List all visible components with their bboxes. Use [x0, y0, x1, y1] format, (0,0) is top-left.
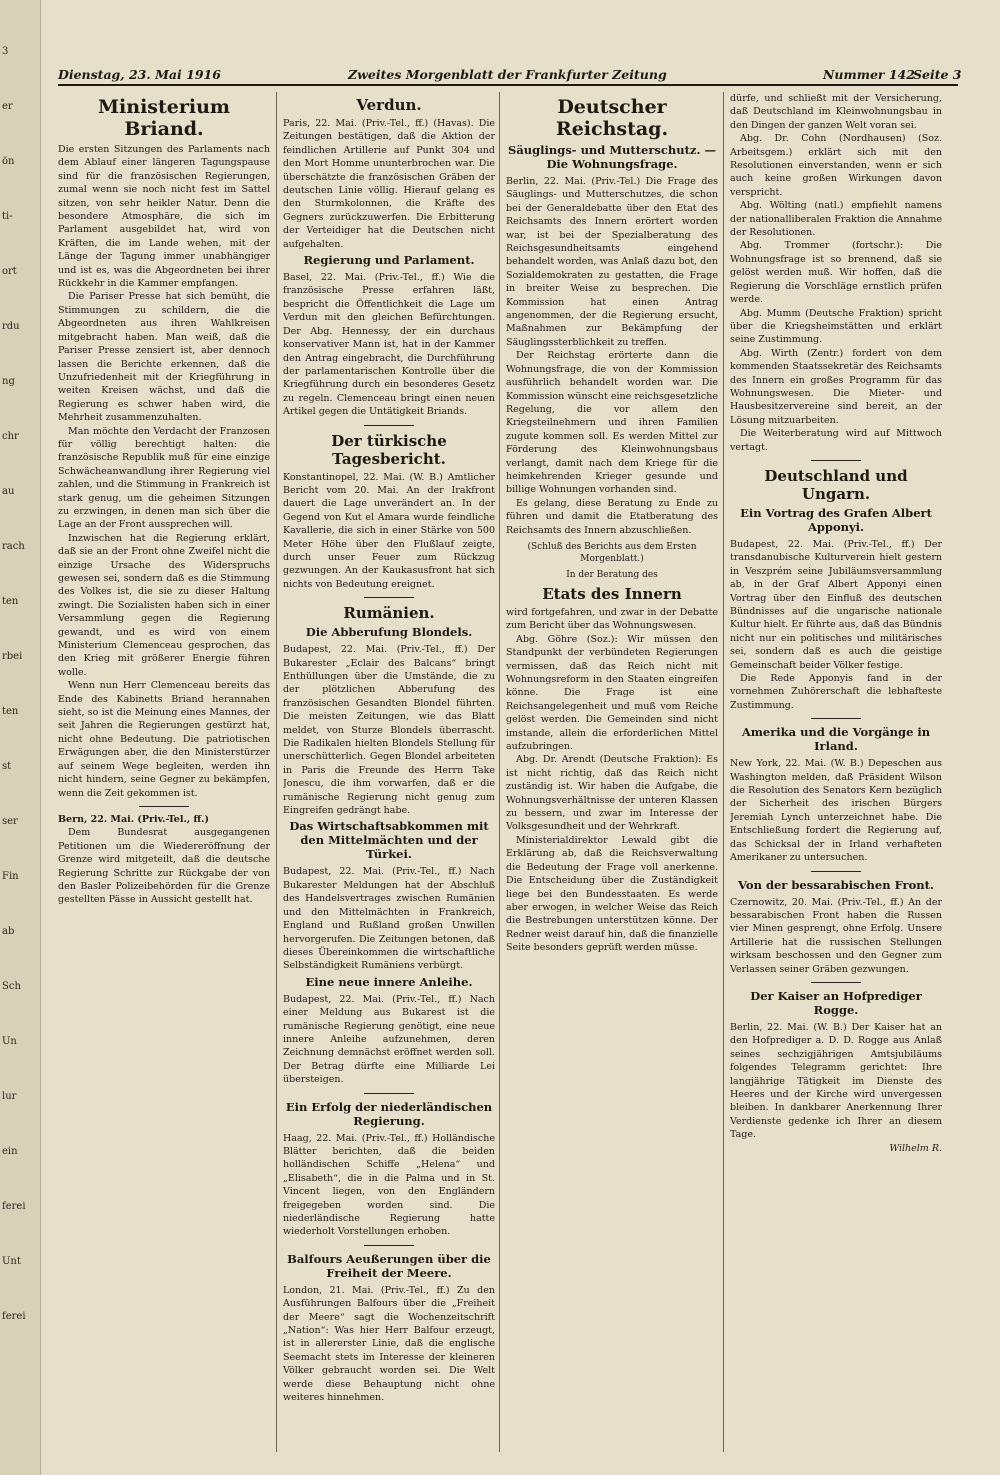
strip-fragment: ng — [2, 376, 15, 387]
strip-fragment: Un — [2, 1036, 17, 1047]
article-paragraph: dürfe, und schließt mit der Versicherung, daß Deutschland im Kleinwohnungsbau in den Dingen der ganzen Welt voran sei. — [730, 93, 942, 131]
strip-fragment: rbei — [2, 651, 23, 662]
article-title-deutschland-ungarn: Deutschland und Ungarn. — [764, 466, 908, 503]
article-paragraph: New York, 22. Mai. (W. B.) Depeschen aus Washington melden, daß Präsident Wilson die Resolution des Senators Kern bezüglich der Sicherheit des irischen Bürgers Jeremiah Lynch unterzeichnet habe. Die Entschließung fordert die Regierung auf, das Schicksal der in Irland verhafteten Amerikaner zu untersuchen. — [730, 758, 942, 864]
header-issue: Nummer 142 — [823, 67, 915, 82]
article-paragraph: Die Rede Apponyis fand in der vornehmen Zuhörerschaft die lebhafteste Zustimmung. — [730, 673, 942, 711]
strip-fragment: ten — [2, 706, 19, 717]
dateline-bern: Bern, 22. Mai. (Priv.-Tel., ff.) — [58, 813, 209, 825]
strip-fragment: er — [2, 101, 13, 112]
article-paragraph: Konstantinopel, 22. Mai. (W. B.) Amtlicher Bericht vom 20. Mai. An der Irakfront dauert die Lage unverändert an. In der Gegend von Kut el Amara wurde feindliche Kavallerie, die sich in einer Stärke von 500 Meter Höhe über den Flußlauf zeigte, durch unser Feuer zum Rückzug gezwungen. An der Kaukasusfront hat sich nichts von Bedeutung ereignet. — [283, 471, 495, 590]
strip-fragment: Fin — [2, 871, 19, 882]
strip-fragment: ab — [2, 926, 15, 937]
article-paragraph: London, 21. Mai. (Priv.-Tel., ff.) Zu den Ausführungen Balfours über die „Freiheit der Meere“ sagt die Wochenzeitschrift „Nation“: Was hier Herr Balfour erzeugt, ist in allererster Linie, daß die englische Seemacht stets im Interesse der kleineren Völker gebraucht worden sei. Die Welt werde diese Behauptung nicht ohne weiteres hinnehmen. — [283, 1284, 495, 1404]
strip-fragment: chr — [2, 431, 19, 442]
section-subtitle: Säuglings- und Mutterschutz. — Die Wohnungsfrage. — [508, 143, 716, 171]
separator — [811, 982, 861, 983]
article-title-reichstag: Deutscher Reichstag. — [555, 96, 669, 140]
page-header — [58, 66, 962, 86]
article-paragraph: Berlin, 22. Mai. (Priv.-Tel.) Die Frage des Säuglings- und Mutterschutzes, die schon bei der Generaldebatte über den Etat des Reichsamts des Innern erörtert worden war, ist bei der Spezialberatung des Reichsgesundheitsamts eingehend behandelt worden, was Anlaß dazu bot, den Sozialdemokraten zu gestatten, die Frage in breiter Weise zu besprechen. Die Kommission hat einen Antrag angenommen, der die Regierung ersucht, Maßnahmen zur Bekämpfung der Säuglingssterblichkeit zu treffen. — [506, 176, 718, 348]
article-title-verdun: Verdun. — [356, 96, 422, 114]
article-paragraph: Paris, 22. Mai. (Priv.-Tel., ff.) (Havas). Die Zeitungen bestätigen, daß die Aktion der feindlichen Artillerie auf Punkt 304 und den Mort Homme ununterbrochen war. Die überschätzte die französischen Gräben der deutschen Linie völlig. Hierauf gelang es den Sturmkolonnen, die Kräfte des Gegners zurückzuwerfen. Die Erbitterung der Verteidiger hat die Deutschen nicht aufgehalten. — [283, 118, 495, 250]
article-paragraph: Budapest, 22. Mai. (Priv.-Tel., ff.) Nach Bukarester Meldungen hat der Abschluß des Handelsvertrages zwischen Rumänien und den Mittelmächten in Frankreich, England und Rußland großen Unwillen hervorgerufen. Die Zeitungen betonen, daß dieses Übereinkommen die wirtschaftliche Selbständigkeit Rumäniens verbürgt. — [283, 866, 495, 972]
signature: Wilhelm R. — [889, 1142, 942, 1154]
article-paragraph: Czernowitz, 20. Mai. (Priv.-Tel., ff.) An der bessarabischen Front haben die Russen vier Minen gesprengt, ohne Erfolg. Unsere Artillerie hat die russischen Stellungen wirksam beschossen und den Gegner zum Verlassen seiner Gräben gezwungen. — [730, 896, 942, 975]
strip-fragment: ten — [2, 596, 19, 607]
strip-fragment: rdu — [2, 321, 20, 332]
separator — [811, 460, 861, 461]
separator — [364, 425, 414, 426]
section-subtitle: Ein Vortrag des Grafen Albert Apponyi. — [740, 505, 932, 534]
strip-fragment: ein — [2, 1146, 18, 1157]
column-rule — [499, 92, 500, 1452]
article-paragraph: Abg. Trommer (fortschr.): Die Wohnungsfrage ist so brennend, daß sie gelöst werden muß. Wir hoffen, daß die Regierung die Vorschläge ernstlich prüfen werde. — [730, 240, 942, 306]
strip-fragment: ort — [2, 266, 17, 277]
section-subtitle: Regierung und Parlament. — [303, 253, 475, 268]
section-subtitle: Eine neue innere Anleihe. — [305, 974, 473, 989]
article-paragraph: Budapest, 22. Mai. (Priv.-Tel., ff.) Der Bukarester „Eclair des Balcans“ bringt Enthüllungen über die Umstände, die zu der plötzlichen Abberufung des französischen Gesandten Blondel führten. Die meisten Zeitungen, wie das Blatt meldet, von Sturze Blondels überrascht. Die Radikalen hielten Blondels Stellung für unerschütterlich. Gegen Blondel arbeiteten in Paris die Freunde des Herrn Take Jonescu, die ihm vorwarfen, daß er die rumänische Regierung nicht genug zum Eingreifen gedrängt habe. — [283, 644, 495, 817]
strip-fragment: ser — [2, 816, 18, 827]
separator — [139, 806, 189, 807]
editorial-note: In der Beratung des — [566, 569, 658, 580]
strip-fragment: ferei — [2, 1311, 26, 1322]
article-title-tuerkischer-bericht: Der türkische Tagesbericht. — [331, 431, 447, 468]
separator — [811, 718, 861, 719]
article-paragraph: Haag, 22. Mai. (Priv.-Tel., ff.) Holländische Blätter berichten, daß die beiden holländischen Schiffe „Helena“ und „Elisabeth“, die in die Palma und in St. Vincent liegen, von den Engländern freigegeben worden sind. Die niederländische Regierung hatte wiederholt Vorstellungen erhoben. — [283, 1132, 495, 1238]
article-title-rumaenien: Rumänien. — [343, 604, 435, 623]
separator — [364, 597, 414, 598]
article-paragraph: wird fortgefahren, und zwar in der Debatte zum Bericht über das Wohnungswesen. — [506, 606, 718, 632]
strip-fragment: ön — [2, 156, 15, 167]
strip-fragment: rach — [2, 541, 25, 552]
column-4 — [730, 92, 942, 1452]
section-subtitle: Ein Erfolg der niederländischen Regierung. — [285, 1099, 493, 1128]
section-subtitle: Amerika und die Vorgänge in Irland. — [741, 725, 931, 754]
article-paragraph: Abg. Wirth (Zentr.) fordert von dem kommenden Staatssekretär des Reichsamts des Innern ein großes Programm für das Wohnungswesen. Die Mieter- und Hausbesitzervereine sind bereit, an der Lösung mitzuarbeiten. — [730, 347, 942, 426]
column-rule — [723, 92, 724, 1452]
strip-fragment: au — [2, 486, 15, 497]
separator — [811, 871, 861, 872]
strip-fragment: ti- — [2, 211, 13, 222]
editorial-note: (Schluß des Berichts aus dem Ersten Morgenblatt.) — [527, 541, 697, 564]
section-title-etat: Etats des Innern — [542, 584, 682, 603]
article-title-ministerium-briand: Ministerium Briand. — [98, 96, 230, 140]
article-paragraph: Basel, 22. Mai. (Priv.-Tel., ff.) Wie die französische Presse erfahren läßt, bespricht die Öffentlichkeit die Lage um Verdun mit den gleichen Befürchtungen. Der Abg. Hennessy, der ein durchaus konservativer Mann ist, hat in der Kammer den Antrag eingebracht, die Durchführung der parlamentarischen Kontrolle über die Kriegführung durch ein besonderes Gesetz zu regeln. Clemenceau bringt einen neuen Artikel gegen die Untätigkeit Briands. — [283, 272, 495, 418]
article-paragraph: Dem Bundesrat ausgegangenen Petitionen um die Wiedereröffnung der Grenze wird mitgeteilt, daß die deutsche Regierung Schritte zur Rückgabe der von den Basler Polizeibehörden für die Grenze gestellten Pässe in Aussicht gestellt hat. — [58, 827, 270, 906]
article-paragraph: Der Reichstag erörterte dann die Wohnungsfrage, die von der Kommission ausführlich behandelt worden war. Die Kommission wünscht eine reichsgesetzliche Regelung, die vor allem den Kriegsteilnehmern und ihren Familien zugute kommen soll. Es werden Mittel zur Förderung des Kleinwohnungsbaus verlangt, damit nach dem Kriege für die heimkehrenden Krieger gesunde und billige Wohnungen vorhanden sind. — [506, 350, 718, 496]
column-rule — [276, 92, 277, 1452]
strip-fragment: ferei — [2, 1201, 26, 1212]
strip-fragment: 3 — [2, 46, 9, 57]
article-paragraph: Die Weiterberatung wird auf Mittwoch vertagt. — [730, 428, 942, 453]
article-paragraph: Abg. Dr. Cohn (Nordhausen) (Soz. Arbeitsgem.) erklärt sich mit den Resolutionen einverstanden, wenn er sich auch keine großen Wirkungen davon verspricht. — [730, 133, 942, 198]
article-paragraph: Abg. Wölting (natl.) empfiehlt namens der nationalliberalen Fraktion die Annahme der Resolutionen. — [730, 200, 942, 239]
article-paragraph: Abg. Mumm (Deutsche Fraktion) spricht über die Kriegsheimstätten und erklärt seine Zustimmung. — [730, 307, 942, 346]
article-paragraph: Berlin, 22. Mai. (W. B.) Der Kaiser hat an den Hofprediger a. D. D. Rogge aus Anlaß seines sechzigjährigen Amtsjubiläums folgendes Telegramm gerichtet: Ihre langjährige Tätigkeit im Dienste des Heeres und der Kirche wird unvergessen bleiben. In dankbarer Anerkennung Ihrer Verdienste gedenke ich Ihrer an diesem Tage. — [730, 1021, 942, 1141]
article-paragraph: Budapest, 22. Mai. (Priv.-Tel., ff.) Der transdanubische Kulturverein hielt gestern in Veszprém seine Jubiläumsversammlung ab, in der Graf Albert Apponyi einen Vortrag über den Einfluß des deutschen Bündnisses auf die ungarische nationale Kultur hielt. Er führte aus, daß das Bündnis nicht nur ein politisches und militärisches sei, sondern daß es auch die geistige Gemeinschaft beider Völker festige. — [730, 538, 942, 671]
article-paragraph: Inzwischen hat die Regierung erklärt, daß sie an der Front ohne Zweifel nicht die einzige Ursache des Widerspruchs gewesen sei, sondern daß es die Stimmung des Volkes ist, die sie zu dieser Haltung zwingt. Die Sozialisten haben sich in einer Versammlung gegen die Regierung gewandt, und es wird von einem Ministerium Clemenceau gesprochen, das den Krieg mit größerer Energie führen wolle. — [58, 532, 270, 678]
strip-fragment: lur — [2, 1091, 17, 1102]
strip-fragment: st — [2, 761, 12, 772]
article-paragraph: Wenn nun Herr Clemenceau bereits das Ende des Kabinetts Briand herannahen sieht, so ist die Meinung eines Mannes, der seit Jahren die Regierungen gestürzt hat, nicht ohne Bedeutung. Die patriotischen Erwägungen aber, die den Ministerstürzer auf seinem Wege begleiten, werden ihn nicht hindern, seine Gegner zu bekämpfen, wenn die Zeit gekommen ist. — [58, 680, 270, 799]
article-paragraph: Die ersten Sitzungen des Parlaments nach dem Ablauf einer längeren Tagungspause sind für die französischen Regierungen, zumal wenn sie noch nicht fest im Sattel sitzen, von sehr heikler Natur. Denn die besondere Atmosphäre, die sich im Parlament ausgebildet hat, wird von Kräften, die im Lande wehen, mit der Länge der Tagung immer unabhängiger und ist es, was die Abgeordneten bei ihrer Rückkehr in die Kammer empfangen. — [58, 144, 270, 290]
separator — [364, 1245, 414, 1246]
section-subtitle: Von der bessarabischen Front. — [738, 877, 934, 892]
column-2 — [283, 92, 495, 1452]
article-paragraph: Man möchte den Verdacht der Franzosen für völlig berechtigt halten: die französische Republik muß für eine einzige Schwächeanwandlung ihrer Regierung viel zahlen, und die Stimmung in Frankreich ist stark genug, um die geheimen Sitzungen zu erzwingen, in denen man sich über die Lage an der Front aussprechen will. — [58, 425, 270, 531]
column-3 — [506, 92, 718, 1452]
section-subtitle: Das Wirtschaftsabkommen mit den Mittelmächten und der Türkei. — [289, 819, 489, 862]
section-subtitle: Der Kaiser an Hofprediger Rogge. — [750, 988, 922, 1017]
section-subtitle: Balfours Aeußerungen über die Freiheit der Meere. — [287, 1251, 491, 1280]
header-date: Dienstag, 23. Mai 1916 — [58, 67, 221, 82]
article-paragraph: Budapest, 22. Mai. (Priv.-Tel., ff.) Nach einer Meldung aus Bukarest ist die rumänische Regierung genötigt, eine neue innere Anleihe aufzunehmen, deren Zeichnung demnächst eröffnet werden soll. Der Betrag dürfte eine Milliarde Lei übersteigen. — [283, 993, 495, 1086]
adjacent-page-fragment — [0, 0, 41, 1475]
header-edition: Zweites Morgenblatt der Frankfurter Zeitung — [348, 67, 667, 82]
separator — [364, 1093, 414, 1094]
article-paragraph: Ministerialdirektor Lewald gibt die Erklärung ab, daß die Reichsverwaltung die Bedeutung der Frage voll anerkenne. Die Entscheidung über die Zuständigkeit liege bei den Bundesstaaten. Es werde aber erwogen, in welcher Weise das Reich die Bestrebungen unterstützen könne. Der Redner weist darauf hin, daß die finanzielle Seite besonders geprüft werden müsse. — [506, 834, 718, 954]
strip-fragment: Unt — [2, 1256, 21, 1267]
header-page-number: Seite 3 — [913, 67, 962, 82]
article-paragraph: Die Pariser Presse hat sich bemüht, die Stimmungen zu schildern, die die Abgeordneten aus ihren Wahlkreisen mitgebracht haben. Man weiß, daß die Pariser Presse zensiert ist, aber dennoch lassen die Berichte erkennen, daß die Unzufriedenheit mit der Kriegführung in weiten Kreisen wächst, und daß die Regierung es schwer haben wird, die Mehrheit zusammenzuhalten. — [58, 291, 270, 424]
section-subtitle: Die Abberufung Blondels. — [305, 625, 473, 640]
article-paragraph: Abg. Dr. Arendt (Deutsche Fraktion): Es ist nicht richtig, daß das Reich nicht zuständig ist. Wir haben die Aufgabe, die Wohnungsverhältnisse der unteren Klassen zu bessern, und zwar im Interesse der Volksgesundheit und der Wehrkraft. — [506, 754, 718, 833]
column-1 — [58, 92, 270, 1452]
article-paragraph: Es gelang, diese Beratung zu Ende zu führen und damit die Etatberatung des Reichsamts des Innern abzuschließen. — [506, 497, 718, 536]
strip-fragment: Sch — [2, 981, 21, 992]
article-paragraph: Abg. Göhre (Soz.): Wir müssen den Standpunkt der verbündeten Regierungen vermissen, daß das Reich nicht mit Wohnungsreform in den Staaten eingreifen könne. Die Frage ist eine Reichsangelegenheit und muß vom Reiche gelöst werden. Die Gemeinden sind nicht imstande, allein die erforderlichen Mittel aufzubringen. — [506, 633, 718, 753]
